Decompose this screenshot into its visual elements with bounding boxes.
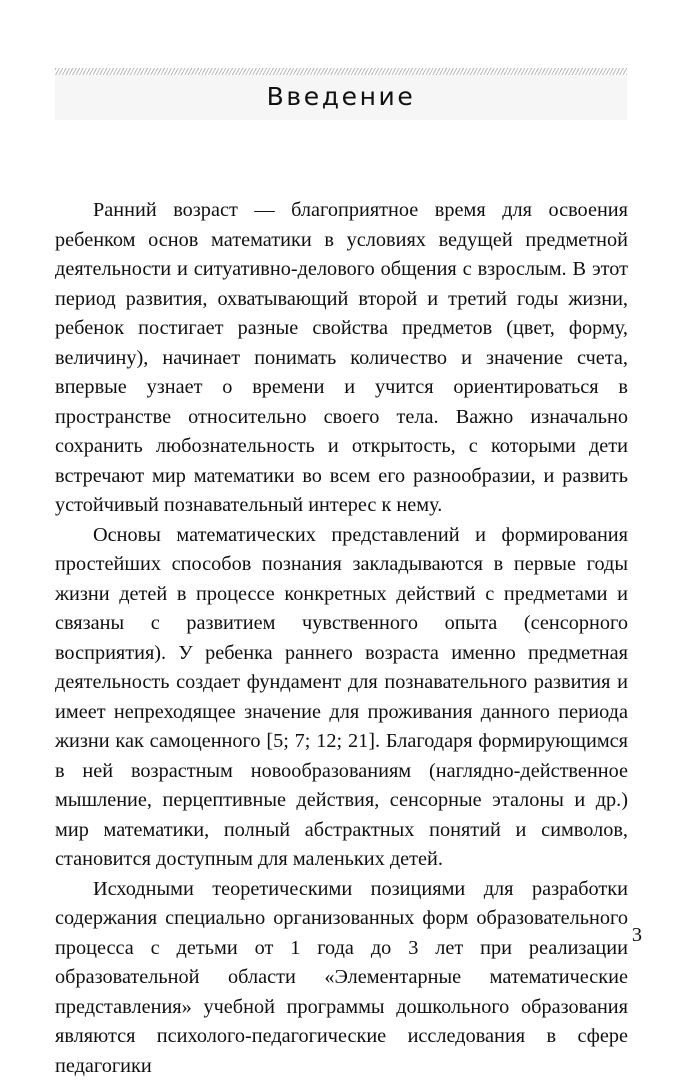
paragraph-2: Основы математических представлений и формирования простейших способов познания закладываются в первые годы жизни детей в процессе конкретных действий с предметами и связаны с развитием чувственного опыта (сенсорного восприятия). У ребенка раннего возраста именно предметная деятельность создает фундамент для познавательного развития и имеет непреходящее значение для проживания данного периода жизни как самоценного [5; 7; 12; 21]. Благодаря формирующимся в ней возрастным новообразованиям (наглядно-действенное мышление, перцептивные действия, сенсорные эталоны и др.) мир математики, полный абстрактных понятий и символов, становится доступным для маленьких детей. <box>55 521 628 875</box>
paragraph-3: Исходными теоретическими позициями для разработки содержания специально организованных форм образовательного процесса с детьми от 1 года до 3 лет при реализации образовательной области «Элементарные математические представления» учебной программы дошкольного образования являются психолого-педагогические исследования в сфере педагогики <box>55 875 628 1081</box>
paragraph-1: Ранний возраст — благоприятное время для освоения ребенком основ математики в условиях ведущей предметной деятельности и ситуативно-делового общения с взрослым. В этот период развития, охватывающий второй и третий годы жизни, ребенок постигает разные свойства предметов (цвет, форму, величину), начинает понимать количество и значение счета, впервые узнает о времени и учится ориентироваться в пространстве относительно своего тела. Важно изначально сохранить любознательность и открытость, с которыми дети встречают мир математики во всем его разнообразии, и развить устойчивый познавательный интерес к нему. <box>55 196 628 521</box>
page-title: Введение <box>267 84 416 109</box>
decorative-hatch-strip <box>55 68 627 75</box>
chapter-header-band <box>55 68 627 120</box>
page-number: 3 <box>632 925 642 945</box>
body-text-block <box>55 196 628 1081</box>
